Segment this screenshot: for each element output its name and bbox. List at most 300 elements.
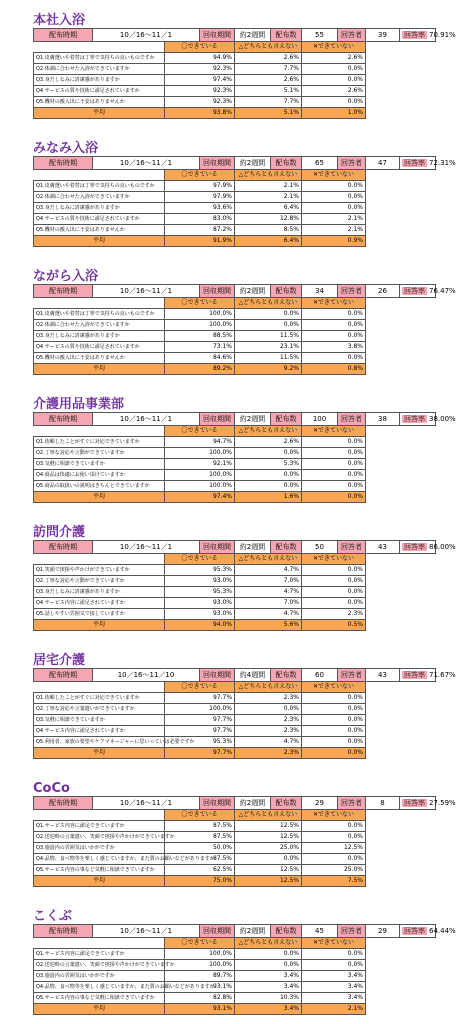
col-yes-header: 〇できている	[165, 426, 235, 437]
question-text: Q1.依頼したことがすぐに対応できていますか	[34, 693, 165, 704]
question-row	[34, 53, 436, 64]
yes-percent: 84.6%	[165, 353, 235, 364]
col-mid-header: △どちらとも言えない	[235, 554, 302, 565]
question-text: Q1.皮膚選いや着替は丁寧で気持ちの良いものですか	[34, 53, 165, 64]
collection-label: 回収期間	[200, 285, 235, 298]
question-text: Q2.体調に合わせた入浴ができていますか	[34, 64, 165, 75]
rate-cell	[400, 285, 456, 298]
col-no-header: ✕できていない	[302, 298, 366, 309]
avg-no: 0.0%	[302, 492, 366, 503]
collected-value: 29	[366, 925, 400, 938]
yes-percent: 89.7%	[165, 971, 235, 982]
collection-label: 回収期間	[200, 29, 235, 42]
collection-value: 約2週間	[235, 925, 271, 938]
column-header-row	[34, 426, 436, 437]
section-title: 居宅介護	[33, 653, 86, 668]
question-text: Q5.サービス内容の事など気軽に相談できていますか	[34, 993, 165, 1004]
question-row	[34, 448, 436, 459]
question-text: Q4.品物、食べ物等を楽しく感じていますか、また質のお願いなどがありますか	[34, 982, 165, 993]
question-row	[34, 459, 436, 470]
avg-no: 0.8%	[302, 364, 366, 375]
yes-percent: 50.0%	[165, 843, 235, 854]
distributed-label: 配布数	[271, 925, 302, 938]
survey-table	[33, 156, 456, 247]
column-header-row	[34, 298, 436, 309]
question-text: Q4.サービス内容に満足されていますか	[34, 726, 165, 737]
no-percent: 0.0%	[302, 481, 366, 492]
question-text: Q2.送迎時の言葉遣い、笑顔で挨拶や声かけができていますか	[34, 832, 165, 843]
question-text: Q3.気軽に相談できていますか	[34, 715, 165, 726]
no-percent: 0.0%	[302, 587, 366, 598]
question-text: Q1.サービス内容に満足できていますか	[34, 949, 165, 960]
no-percent: 0.0%	[302, 353, 366, 364]
rate-value: 76.47%	[429, 287, 456, 295]
yes-percent: 88.5%	[165, 331, 235, 342]
yes-percent: 97.7%	[165, 715, 235, 726]
no-percent: 2.3%	[302, 609, 366, 620]
yes-percent: 92.1%	[165, 459, 235, 470]
yes-percent: 83.0%	[165, 214, 235, 225]
rate-value: 72.31%	[429, 159, 456, 167]
mid-percent: 11.5%	[235, 331, 302, 342]
rate-value: 38.00%	[429, 415, 456, 423]
col-yes-header: 〇できている	[165, 42, 235, 53]
collection-value: 約4週間	[235, 669, 271, 682]
distributed-value: 60	[302, 669, 338, 682]
collected-value: 43	[366, 669, 400, 682]
mid-percent: 12.8%	[235, 214, 302, 225]
collection-value: 約2週間	[235, 541, 271, 554]
mid-percent: 4.7%	[235, 565, 302, 576]
avg-mid: 1.6%	[235, 492, 302, 503]
yes-percent: 100.0%	[165, 949, 235, 960]
yes-percent: 100.0%	[165, 481, 235, 492]
mid-percent: 0.0%	[235, 481, 302, 492]
no-percent: 0.0%	[302, 192, 366, 203]
average-row	[34, 108, 436, 119]
yes-percent: 87.5%	[165, 821, 235, 832]
distributed-value: 45	[302, 925, 338, 938]
period-label: 配布時期	[34, 925, 93, 938]
collected-label: 回答者	[338, 29, 366, 42]
mid-percent: 7.0%	[235, 598, 302, 609]
rate-cell	[400, 413, 456, 426]
info-row	[34, 157, 436, 170]
collected-label: 回答者	[338, 925, 366, 938]
yes-percent: 92.3%	[165, 64, 235, 75]
mid-percent: 0.0%	[235, 309, 302, 320]
collection-label: 回収期間	[200, 157, 235, 170]
period-value: 10／16〜11／1	[93, 29, 200, 42]
average-row	[34, 492, 436, 503]
rate-label: 回答率	[404, 415, 425, 423]
collection-value: 約2週間	[235, 797, 271, 810]
yes-percent: 92.3%	[165, 97, 235, 108]
question-row	[34, 693, 436, 704]
yes-percent: 94.9%	[165, 53, 235, 64]
distributed-value: 55	[302, 29, 338, 42]
question-text: Q3.身だしなみに清潔感がありますか	[34, 331, 165, 342]
collected-value: 43	[366, 541, 400, 554]
col-no-header: ✕できていない	[302, 426, 366, 437]
info-row	[34, 413, 436, 426]
question-row	[34, 309, 436, 320]
question-row	[34, 726, 436, 737]
mid-percent: 3.4%	[235, 982, 302, 993]
avg-no: 0.9%	[302, 236, 366, 247]
question-row	[34, 854, 436, 865]
col-mid-header: △どちらとも言えない	[235, 938, 302, 949]
mid-percent: 10.3%	[235, 993, 302, 1004]
average-label: 平均	[34, 876, 165, 887]
mid-percent: 7.7%	[235, 97, 302, 108]
rate-label: 回答率	[404, 159, 425, 167]
mid-percent: 8.5%	[235, 225, 302, 236]
no-percent: 0.0%	[302, 821, 366, 832]
collected-label: 回答者	[338, 285, 366, 298]
col-no-header: ✕できていない	[302, 938, 366, 949]
no-percent: 2.6%	[302, 53, 366, 64]
rate-value: 64.44%	[429, 927, 456, 935]
avg-yes: 97.4%	[165, 492, 235, 503]
average-row	[34, 1004, 436, 1015]
average-label: 平均	[34, 364, 165, 375]
question-row	[34, 598, 436, 609]
no-percent: 0.0%	[302, 181, 366, 192]
mid-percent: 2.3%	[235, 693, 302, 704]
no-percent: 0.0%	[302, 949, 366, 960]
section-title: こくぶ	[33, 909, 73, 924]
collection-label: 回収期間	[200, 541, 235, 554]
question-row	[34, 353, 436, 364]
survey-table	[33, 412, 456, 503]
yes-percent: 100.0%	[165, 704, 235, 715]
col-mid-header: △どちらとも言えない	[235, 682, 302, 693]
avg-mid: 5.1%	[235, 108, 302, 119]
distributed-value: 50	[302, 541, 338, 554]
info-row	[34, 541, 436, 554]
yes-percent: 97.7%	[165, 726, 235, 737]
mid-percent: 2.3%	[235, 726, 302, 737]
yes-percent: 97.9%	[165, 181, 235, 192]
distributed-label: 配布数	[271, 29, 302, 42]
question-text: Q2.丁寧な対応や言動ができていますか	[34, 576, 165, 587]
rate-cell	[400, 925, 456, 938]
section-title: ながら入浴	[33, 269, 99, 284]
question-text: Q4.サービスの質や技術に満足されていますか	[34, 342, 165, 353]
no-percent: 0.0%	[302, 854, 366, 865]
question-row	[34, 949, 436, 960]
period-label: 配布時期	[34, 797, 93, 810]
question-row	[34, 320, 436, 331]
no-percent: 0.0%	[302, 331, 366, 342]
period-label: 配布時期	[34, 541, 93, 554]
avg-mid: 3.4%	[235, 1004, 302, 1015]
column-header-row	[34, 810, 436, 821]
avg-yes: 97.7%	[165, 748, 235, 759]
no-percent: 3.4%	[302, 982, 366, 993]
period-label: 配布時期	[34, 157, 93, 170]
avg-mid: 9.2%	[235, 364, 302, 375]
mid-percent: 0.0%	[235, 949, 302, 960]
no-percent: 0.0%	[302, 960, 366, 971]
avg-yes: 75.0%	[165, 876, 235, 887]
mid-percent: 7.0%	[235, 576, 302, 587]
rate-cell	[400, 669, 456, 682]
collection-label: 回収期間	[200, 413, 235, 426]
question-text: Q5.機材の搬入出に不安はありませんか	[34, 225, 165, 236]
column-header-row	[34, 682, 436, 693]
no-percent: 0.0%	[302, 565, 366, 576]
period-label: 配布時期	[34, 29, 93, 42]
avg-no: 0.5%	[302, 620, 366, 631]
mid-percent: 2.1%	[235, 192, 302, 203]
mid-percent: 2.3%	[235, 715, 302, 726]
survey-table	[33, 668, 456, 759]
collected-label: 回答者	[338, 413, 366, 426]
question-row	[34, 470, 436, 481]
yes-percent: 97.7%	[165, 693, 235, 704]
rate-label: 回答率	[404, 927, 425, 935]
yes-percent: 95.3%	[165, 587, 235, 598]
average-label: 平均	[34, 620, 165, 631]
rate-value: 27.59%	[429, 799, 456, 807]
mid-percent: 2.6%	[235, 53, 302, 64]
period-label: 配布時期	[34, 669, 93, 682]
collected-value: 39	[366, 29, 400, 42]
yes-percent: 73.1%	[165, 342, 235, 353]
yes-percent: 87.2%	[165, 225, 235, 236]
question-row	[34, 75, 436, 86]
yes-percent: 92.3%	[165, 86, 235, 97]
distributed-label: 配布数	[271, 157, 302, 170]
question-row	[34, 97, 436, 108]
yes-percent: 93.1%	[165, 982, 235, 993]
section-title: 訪問介護	[33, 525, 86, 540]
question-text: Q4.サービス内容に満足されていますか	[34, 598, 165, 609]
no-percent: 0.0%	[302, 470, 366, 481]
no-percent: 0.0%	[302, 704, 366, 715]
col-mid-header: △どちらとも言えない	[235, 810, 302, 821]
question-row	[34, 203, 436, 214]
question-row	[34, 971, 436, 982]
question-text: Q5.話しやすい雰囲気で接していますか	[34, 609, 165, 620]
no-percent: 0.0%	[302, 832, 366, 843]
question-row	[34, 960, 436, 971]
rate-cell	[400, 29, 456, 42]
mid-percent: 3.4%	[235, 971, 302, 982]
question-row	[34, 192, 436, 203]
collected-label: 回答者	[338, 541, 366, 554]
collection-value: 約2週間	[235, 157, 271, 170]
mid-percent: 4.7%	[235, 587, 302, 598]
rate-label: 回答率	[404, 799, 425, 807]
no-percent: 2.1%	[302, 225, 366, 236]
question-row	[34, 576, 436, 587]
question-text: Q4.品物、食べ物等を楽しく感じていますか、また質のお願いなどがありますか	[34, 854, 165, 865]
col-no-header: ✕できていない	[302, 554, 366, 565]
collected-label: 回答者	[338, 797, 366, 810]
collection-value: 約2週間	[235, 285, 271, 298]
no-percent: 0.0%	[302, 203, 366, 214]
question-row	[34, 342, 436, 353]
collected-value: 38	[366, 413, 400, 426]
average-row	[34, 620, 436, 631]
average-row	[34, 876, 436, 887]
info-row	[34, 285, 436, 298]
question-text: Q3.身だしなみに清潔感がありますか	[34, 203, 165, 214]
question-row	[34, 843, 436, 854]
question-text: Q3.気軽に相談できていますか	[34, 459, 165, 470]
yes-percent: 93.0%	[165, 609, 235, 620]
question-row	[34, 737, 436, 748]
col-no-header: ✕できていない	[302, 170, 366, 181]
mid-percent: 11.5%	[235, 353, 302, 364]
question-text: Q5.サービス内容の事など気軽に相談できていますか	[34, 865, 165, 876]
question-text: Q2.送迎時の言葉遣い、笑顔で挨拶や声かけができていますか	[34, 960, 165, 971]
distributed-label: 配布数	[271, 541, 302, 554]
mid-percent: 25.0%	[235, 843, 302, 854]
yes-percent: 100.0%	[165, 470, 235, 481]
average-row	[34, 748, 436, 759]
question-row	[34, 481, 436, 492]
question-text: Q3.施設内の雰囲気はいかがですか	[34, 971, 165, 982]
column-header-row	[34, 554, 436, 565]
column-header-row	[34, 170, 436, 181]
question-text: Q1.笑顔で挨拶や声かけができていますか	[34, 565, 165, 576]
collection-label: 回収期間	[200, 669, 235, 682]
mid-percent: 12.5%	[235, 865, 302, 876]
period-value: 10／16〜11／1	[93, 541, 200, 554]
no-percent: 0.0%	[302, 598, 366, 609]
distributed-label: 配布数	[271, 797, 302, 810]
survey-table	[33, 28, 456, 119]
mid-percent: 0.0%	[235, 470, 302, 481]
mid-percent: 4.7%	[235, 737, 302, 748]
collected-label: 回答者	[338, 157, 366, 170]
yes-percent: 100.0%	[165, 960, 235, 971]
col-no-header: ✕できていない	[302, 42, 366, 53]
avg-no: 2.1%	[302, 1004, 366, 1015]
no-percent: 0.0%	[302, 726, 366, 737]
period-value: 10／16〜11／1	[93, 413, 200, 426]
rate-label: 回答率	[404, 287, 425, 295]
collection-label: 回収期間	[200, 925, 235, 938]
survey-table	[33, 924, 456, 1015]
avg-no: 0.0%	[302, 748, 366, 759]
col-yes-header: 〇できている	[165, 682, 235, 693]
average-label: 平均	[34, 748, 165, 759]
average-row	[34, 236, 436, 247]
avg-yes: 89.2%	[165, 364, 235, 375]
distributed-value: 100	[302, 413, 338, 426]
collected-value: 47	[366, 157, 400, 170]
distributed-value: 65	[302, 157, 338, 170]
question-text: Q2.体調に合わせた入浴ができていますか	[34, 192, 165, 203]
no-percent: 0.0%	[302, 459, 366, 470]
question-row	[34, 715, 436, 726]
no-percent: 2.6%	[302, 86, 366, 97]
no-percent: 25.0%	[302, 865, 366, 876]
no-percent: 0.0%	[302, 448, 366, 459]
avg-yes: 93.1%	[165, 1004, 235, 1015]
no-percent: 3.4%	[302, 971, 366, 982]
mid-percent: 0.0%	[235, 320, 302, 331]
question-row	[34, 225, 436, 236]
average-label: 平均	[34, 108, 165, 119]
no-percent: 0.0%	[302, 320, 366, 331]
col-yes-header: 〇できている	[165, 938, 235, 949]
average-label: 平均	[34, 236, 165, 247]
column-header-row	[34, 42, 436, 53]
no-percent: 0.0%	[302, 75, 366, 86]
section-title: CoCo	[33, 781, 70, 796]
mid-percent: 2.6%	[235, 437, 302, 448]
mid-percent: 5.3%	[235, 459, 302, 470]
question-row	[34, 587, 436, 598]
mid-percent: 0.0%	[235, 704, 302, 715]
collection-value: 約2週間	[235, 413, 271, 426]
average-row	[34, 364, 436, 375]
survey-table	[33, 796, 456, 887]
question-text: Q3.身だしなみに清潔感がありますか	[34, 75, 165, 86]
period-value: 10／16〜11／1	[93, 285, 200, 298]
rate-cell	[400, 797, 456, 810]
period-label: 配布時期	[34, 413, 93, 426]
no-percent: 0.0%	[302, 309, 366, 320]
question-row	[34, 993, 436, 1004]
rate-value: 71.67%	[429, 671, 456, 679]
no-percent: 0.0%	[302, 737, 366, 748]
distributed-label: 配布数	[271, 669, 302, 682]
distributed-label: 配布数	[271, 285, 302, 298]
no-percent: 12.5%	[302, 843, 366, 854]
question-text: Q3.身だしなみに清潔感がありますか	[34, 587, 165, 598]
distributed-value: 34	[302, 285, 338, 298]
question-row	[34, 86, 436, 97]
period-value: 10／16〜11／1	[93, 157, 200, 170]
avg-mid: 12.5%	[235, 876, 302, 887]
col-yes-header: 〇できている	[165, 170, 235, 181]
collected-value: 26	[366, 285, 400, 298]
avg-no: 7.5%	[302, 876, 366, 887]
distributed-value: 29	[302, 797, 338, 810]
mid-percent: 2.1%	[235, 181, 302, 192]
yes-percent: 93.6%	[165, 203, 235, 214]
col-no-header: ✕できていない	[302, 682, 366, 693]
mid-percent: 12.5%	[235, 832, 302, 843]
question-text: Q2.丁寧な対応や言葉遣いができていますか	[34, 704, 165, 715]
yes-percent: 87.5%	[165, 854, 235, 865]
col-yes-header: 〇できている	[165, 810, 235, 821]
question-text: Q4.サービスの質や技術に満足されていますか	[34, 86, 165, 97]
question-text: Q1.依頼したことがすぐに対応できていますか	[34, 437, 165, 448]
avg-mid: 2.3%	[235, 748, 302, 759]
question-text: Q1.皮膚選いや着替は丁寧で気持ちの良いものですか	[34, 309, 165, 320]
collected-label: 回答者	[338, 669, 366, 682]
yes-percent: 97.9%	[165, 192, 235, 203]
mid-percent: 0.0%	[235, 960, 302, 971]
rate-label: 回答率	[404, 31, 425, 39]
mid-percent: 5.1%	[235, 86, 302, 97]
question-row	[34, 565, 436, 576]
no-percent: 3.4%	[302, 993, 366, 1004]
rate-cell	[400, 157, 456, 170]
yes-percent: 93.0%	[165, 598, 235, 609]
question-text: Q2.体調に合わせた入浴ができていますか	[34, 320, 165, 331]
collection-value: 約2週間	[235, 29, 271, 42]
question-text: Q5.商品の取扱いの説明はきちんとできていますか	[34, 481, 165, 492]
